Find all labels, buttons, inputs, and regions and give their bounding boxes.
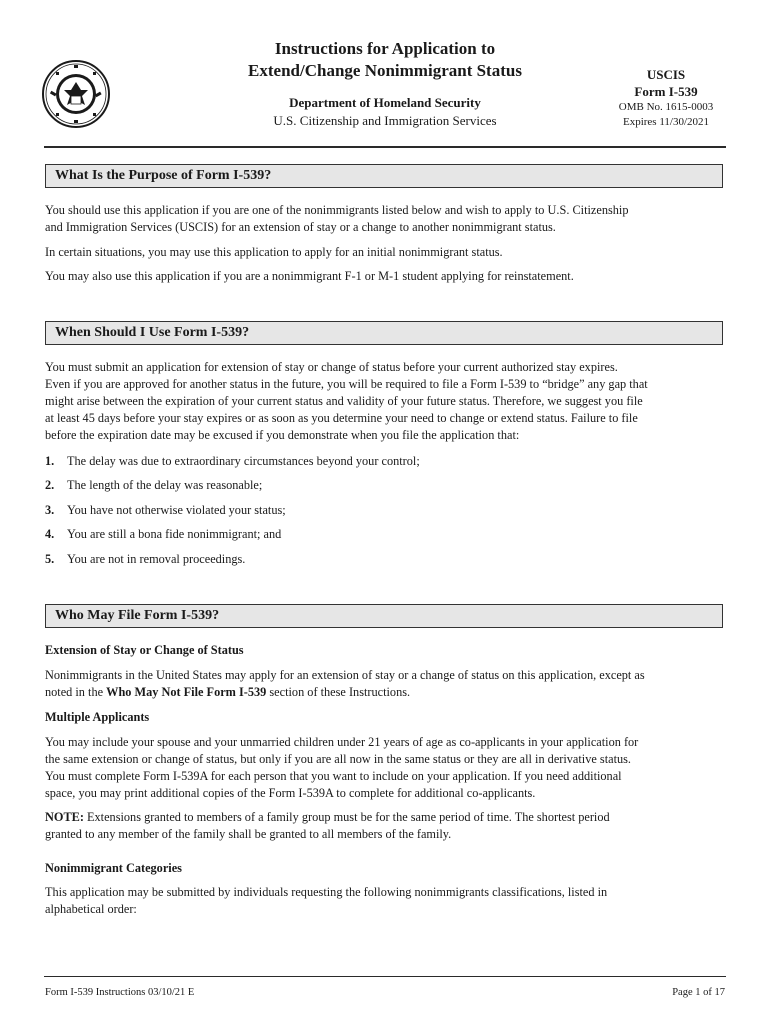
subheading-nonimmigrant-categories: Nonimmigrant Categories (45, 861, 182, 875)
purpose-paragraph-1: You should use this application if you are one of the nonimmigrants listed below and wish to apply to U.S. Citizenship and Immigration Services (USCIS) for an extension of stay or a change to another nonimmigrant status. (45, 203, 629, 234)
header-divider (44, 146, 726, 148)
footer-form-version: Form I-539 Instructions 03/10/21 E (45, 987, 195, 998)
purpose-paragraph-2: In certain situations, you may use this application to apply for an initial nonimmigrant status. (45, 245, 503, 259)
purpose-paragraph-3: You may also use this application if you are a nonimmigrant F-1 or M-1 student applying for reinstatement. (45, 269, 574, 283)
section-heading-purpose: What Is the Purpose of Form I-539? (45, 164, 723, 188)
list-item: 5. You are not in removal proceedings. (45, 552, 246, 566)
document-title-line-1: Instructions for Application to (274, 39, 496, 58)
omb-number: OMB No. 1615-0003 (618, 101, 714, 113)
who-paragraph-2: You may include your spouse and your unmarried children under 21 years of age as co-applicants in your application for the same extension or change of status, but only if you are all now in the same status or they are all in derivative status. You must complete Form I-539A for each person that you want to include on your application. If you need additional space, you may print additional copies of the Form I-539A to complete for additional co-applicants. (45, 735, 639, 800)
expiration-date: Expires 11/30/2021 (622, 116, 710, 128)
uscis-label: USCIS (646, 67, 686, 82)
who-paragraph-3: This application may be submitted by individuals requesting the following nonimmigrants classifications, listed in alphabetical order: (45, 885, 608, 916)
section-heading-who: Who May File Form I-539? (45, 604, 723, 628)
list-item: 4. You are still a bona fide nonimmigrant; and (45, 527, 282, 541)
document-title-line-2: Extend/Change Nonimmigrant Status (248, 61, 522, 80)
subheading-multiple-applicants: Multiple Applicants (45, 710, 150, 724)
when-paragraph: You must submit an application for extension of stay or change of status before your current authorized stay expires. Even if you are approved for another status in the future, you will be required to file a Form I-539 to “bridge” any gap that might arise between the expiration of your current status and validity of your future status. Therefore, we suggest you file at least 45 days before your stay expires or as soon as you determine your need to change or extend status. Failure to file before the expiration date may be excused if you demonstrate when you file the application that: (45, 360, 648, 442)
who-paragraph-1: Nonimmigrants in the United States may apply for an extension of stay or a change of status on this application, except as noted in the Who May Not File Form I-539 section of these Instructions. (45, 668, 645, 699)
dhs-seal-logo (42, 60, 110, 128)
department-name: Department of Homeland Security (289, 95, 481, 110)
note-label: NOTE: (45, 810, 84, 824)
footer-divider (44, 976, 726, 977)
footer-page-number: Page 1 of 17 (672, 987, 725, 998)
agency-name: U.S. Citizenship and Immigration Services (273, 113, 497, 128)
list-item: 1. The delay was due to extraordinary circumstances beyond your control; (45, 454, 420, 468)
form-id-block (608, 66, 724, 130)
note-paragraph: NOTE: Extensions granted to members of a family group must be for the same period of time. The shortest period granted to any member of the family shall be granted to all members of the family. (45, 810, 610, 841)
list-item: 3. You have not otherwise violated your status; (45, 503, 286, 517)
subheading-extension-of-stay: Extension of Stay or Change of Status (45, 643, 244, 657)
cross-reference-who-may-not-file: Who May Not File Form I-539 (106, 685, 267, 699)
title-block (200, 38, 570, 130)
form-number: Form I-539 (634, 84, 698, 99)
section-heading-when: When Should I Use Form I-539? (45, 321, 723, 345)
list-item: 2. The length of the delay was reasonable; (45, 478, 263, 492)
